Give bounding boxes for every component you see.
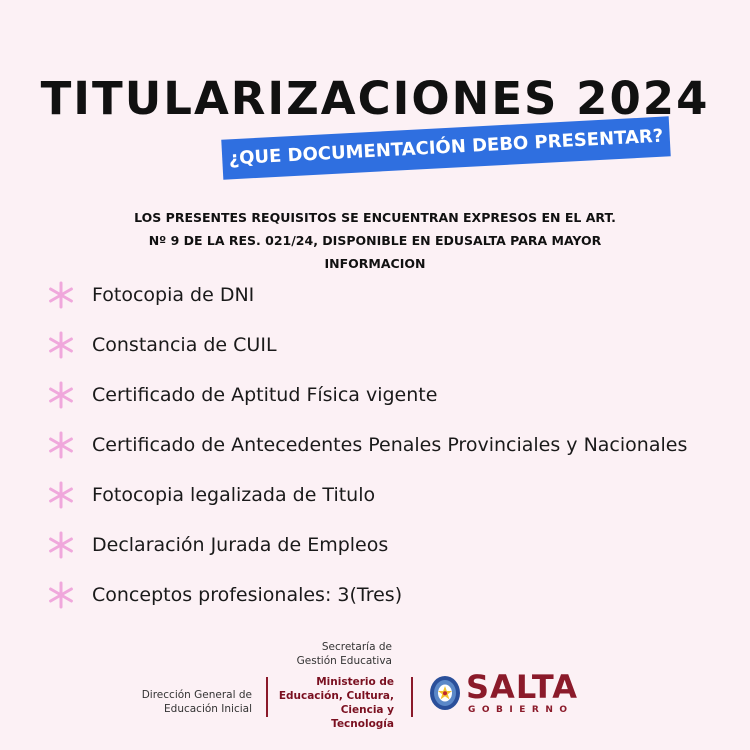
notice-line-1: LOS PRESENTES REQUISITOS SE ENCUENTRAN EXPRESOS EN EL ART. — [134, 210, 616, 225]
salta-logo-text: SALTA — [466, 668, 579, 706]
asterisk-icon — [46, 380, 76, 410]
requirement-text: Declaración Jurada de Empleos — [92, 534, 389, 556]
notice-text — [100, 206, 650, 275]
notice-line-2: Nº 9 DE LA RES. 021/24, DISPONIBLE EN EDUSALTA PARA MAYOR — [148, 233, 602, 248]
asterisk-icon — [46, 430, 76, 460]
footer-divider — [266, 677, 268, 717]
requirement-item — [46, 470, 736, 520]
asterisk-icon — [46, 580, 76, 610]
requirement-text: Fotocopia legalizada de Titulo — [92, 484, 376, 506]
ministerio-label — [276, 675, 394, 731]
requirement-item — [46, 270, 736, 320]
footer-divider — [411, 677, 413, 717]
requirement-item — [46, 570, 736, 620]
ministerio-line-3: Ciencia y Tecnología — [331, 704, 394, 730]
page-title: TITULARIZACIONES 2024 — [40, 72, 710, 125]
asterisk-icon — [46, 280, 76, 310]
asterisk-icon — [46, 330, 76, 360]
salta-emblem-icon — [428, 674, 462, 712]
requirement-text: Conceptos profesionales: 3(Tres) — [92, 584, 403, 606]
requirement-text: Certificado de Antecedentes Penales Provinciales y Nacionales — [92, 434, 688, 456]
requirement-text: Constancia de CUIL — [92, 334, 277, 356]
direccion-label — [120, 688, 252, 716]
requirements-list — [46, 270, 736, 620]
direccion-line-1: Dirección General de — [141, 689, 252, 701]
ministerio-line-1: Ministerio de — [316, 676, 394, 688]
requirement-item — [46, 370, 736, 420]
secretaria-line-2: Gestión Educativa — [296, 655, 392, 667]
gobierno-logo-text: GOBIERNO — [468, 705, 574, 715]
asterisk-icon — [46, 480, 76, 510]
notice-line-3: INFORMACION — [324, 256, 426, 271]
direccion-line-2: Educación Inicial — [164, 703, 252, 715]
ministerio-line-2: Educación, Cultura, — [278, 690, 394, 702]
requirement-item — [46, 520, 736, 570]
footer-logos — [0, 640, 750, 750]
subtitle-banner: ¿QUE DOCUMENTACIÓN DEBO PRESENTAR? — [221, 116, 670, 179]
requirement-text: Fotocopia de DNI — [92, 284, 255, 306]
requirement-item — [46, 420, 736, 470]
requirement-text: Certificado de Aptitud Física vigente — [92, 384, 438, 406]
secretaria-label — [270, 640, 392, 668]
requirement-item — [46, 320, 736, 370]
secretaria-line-1: Secretaría de — [321, 641, 392, 653]
asterisk-icon — [46, 530, 76, 560]
